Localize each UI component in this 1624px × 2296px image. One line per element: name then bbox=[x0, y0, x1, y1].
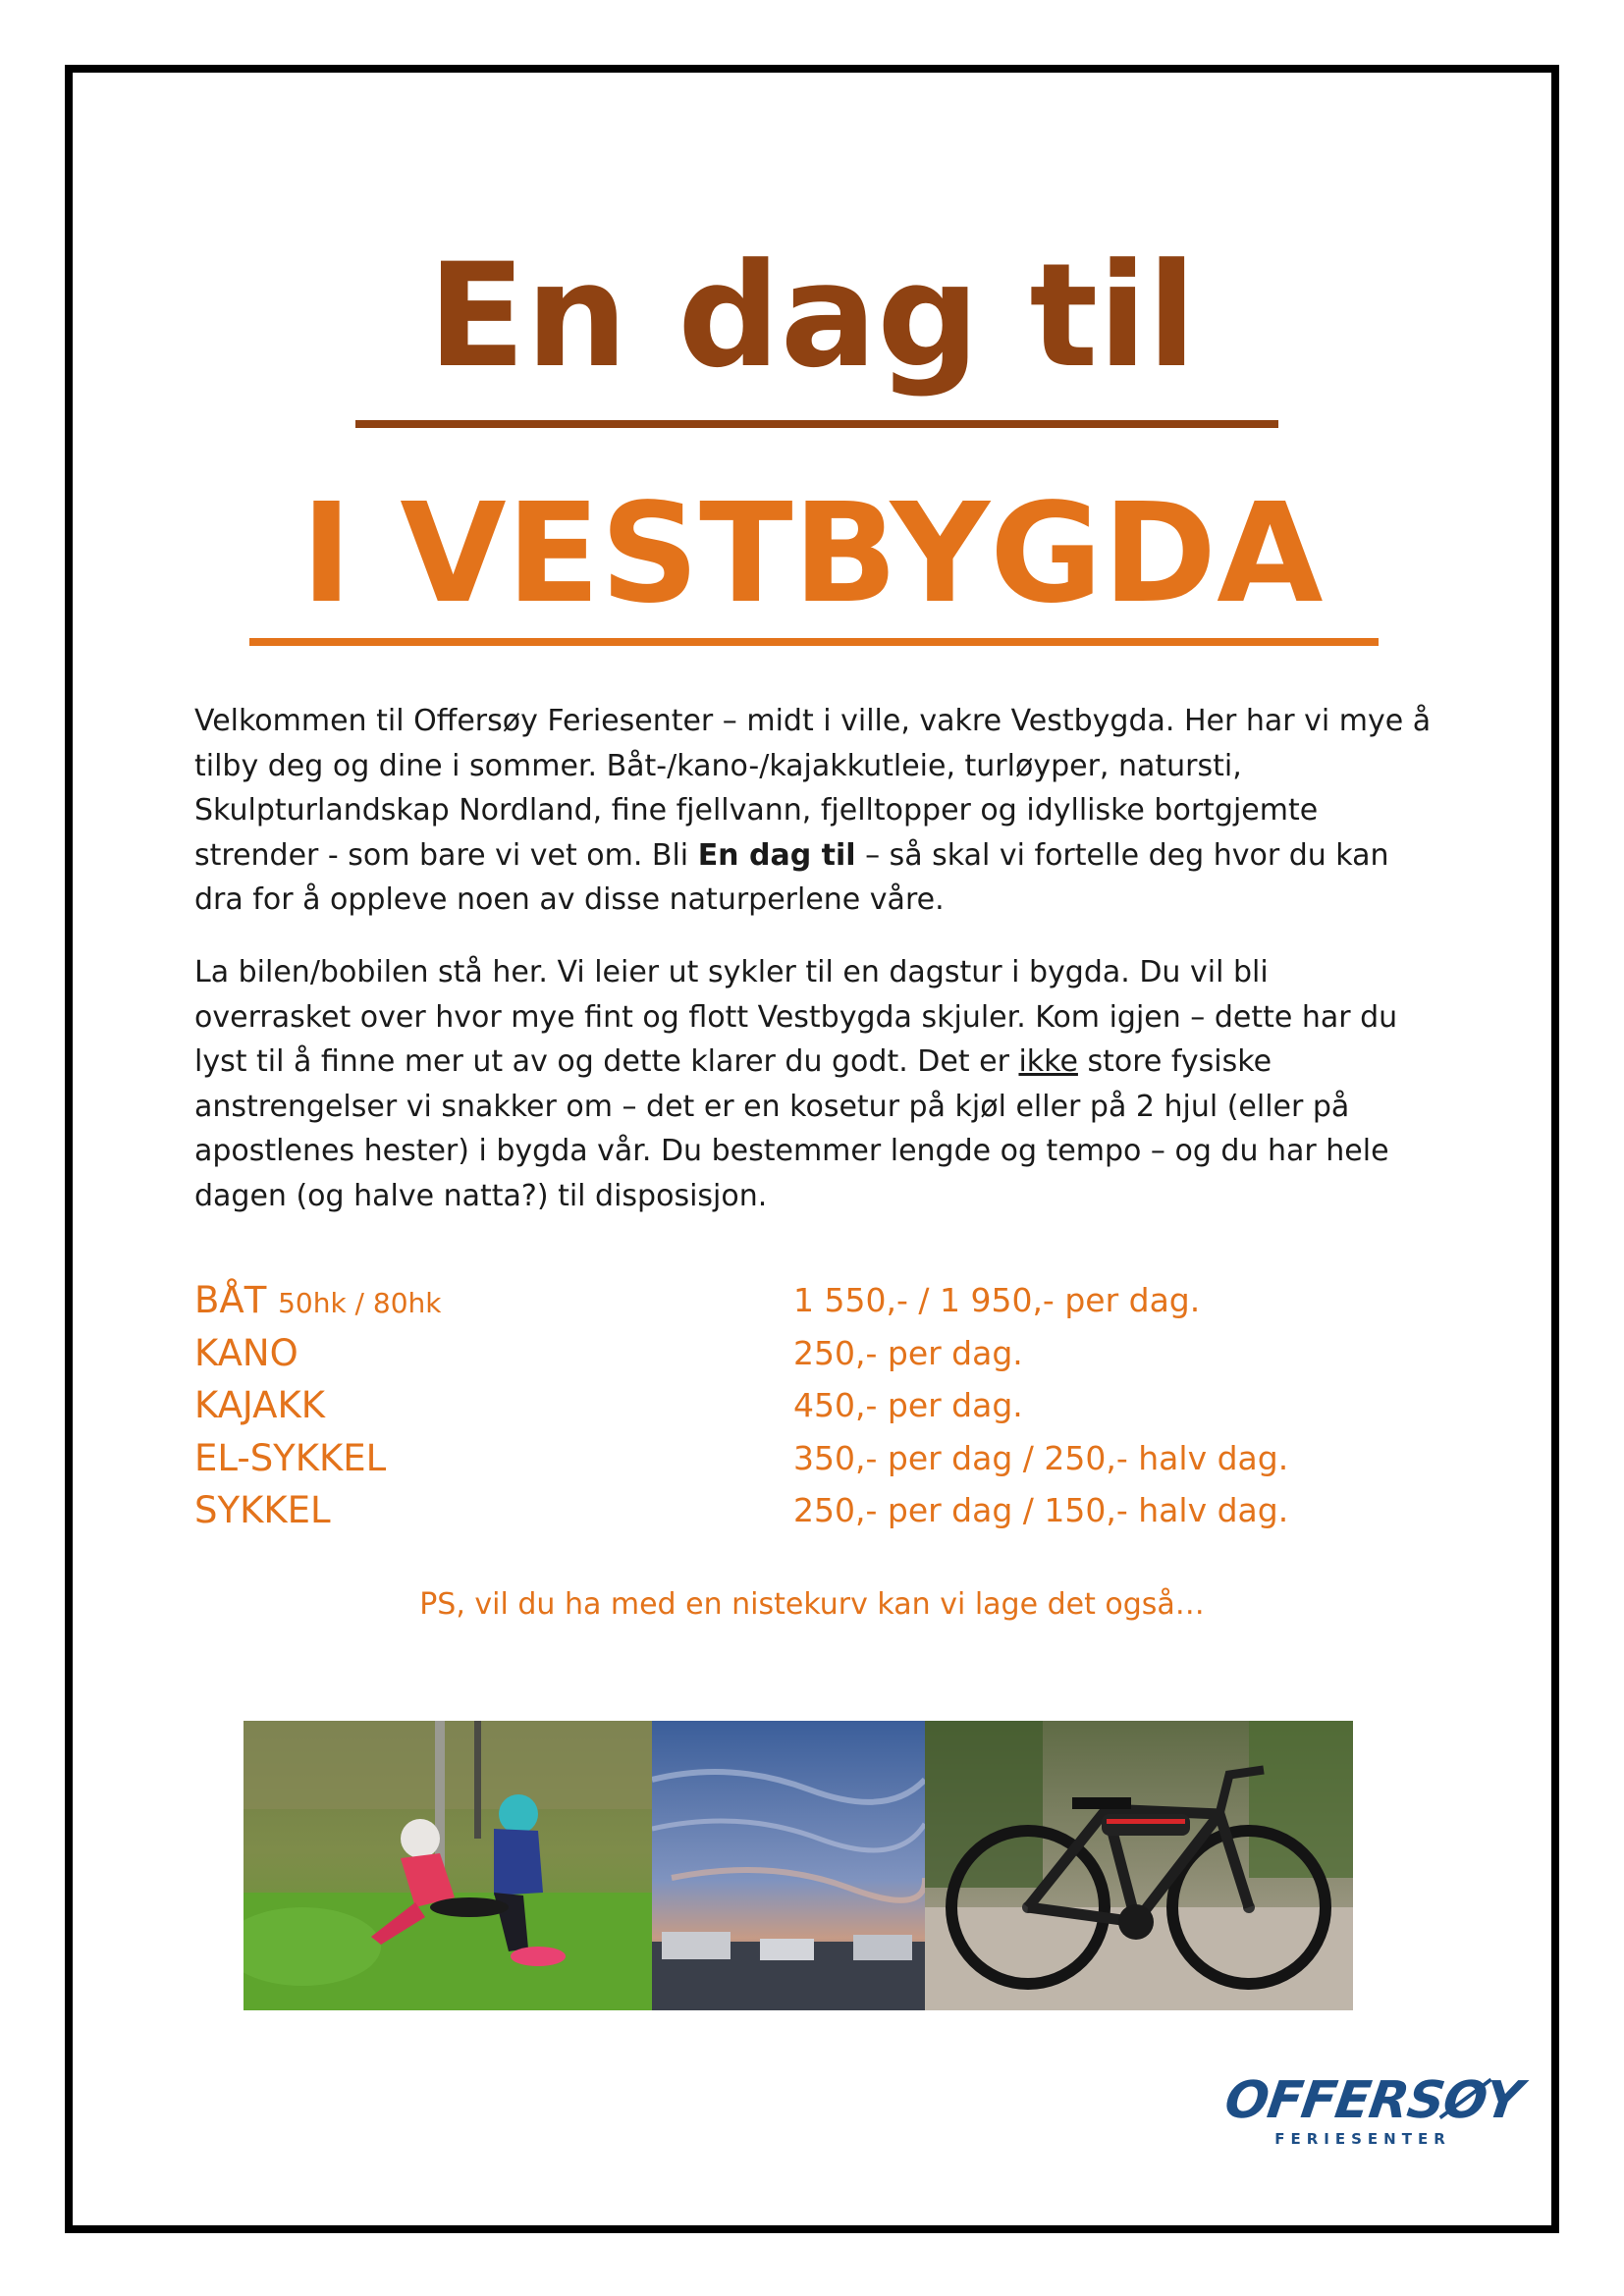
photo-evening-sky bbox=[652, 1721, 925, 2010]
price-list bbox=[194, 1279, 1432, 1542]
intro-paragraph-2: La bilen/bobilen stå her. Vi leier ut sykler til en dagstur i bygda. Du vil bli overrasket over hvor mye fint og flott Vestbygda skjuler. Kom igjen – dette har du lyst til å finne mer ut av og dette klarer du godt. Det er ikke store fysiske anstrengelser vi snakker om – det er en kosetur på kjøl eller på 2 hjul (eller på apostlenes hester) i bygda vår. Du bestemmer lengde og tempo – og du har hele dagen (og halve natta?) til disposisjon. bbox=[194, 955, 1398, 1213]
price-item: BÅT bbox=[194, 1279, 267, 1321]
price-value: 450,- per dag. bbox=[793, 1386, 1023, 1424]
price-value: 250,- per dag / 150,- halv dag. bbox=[793, 1491, 1289, 1529]
price-value: 1 550,- / 1 950,- per dag. bbox=[793, 1281, 1201, 1319]
ps-note: PS, vil du ha med en nistekurv kan vi lage det også… bbox=[419, 1587, 1205, 1622]
price-item: SYKKEL bbox=[194, 1489, 331, 1531]
intro-paragraph-1: Velkommen til Offersøy Feriesenter – midt i ville, vakre Vestbygda. Her har vi mye å tilby deg og dine i sommer. Båt-/kano-/kajakkutleie, turløyper, natursti, Skulpturlandskap Nordland, fine fjellvann, fjelltopper og idylliske bortgjemte strender - som bare vi vet om. Bli En dag til – så skal vi fortelle deg hvor du kan dra for å oppleve noen av disse naturperlene våre. bbox=[194, 704, 1432, 917]
price-row-el-sykkel bbox=[194, 1437, 1432, 1490]
price-row-sykkel bbox=[194, 1489, 1432, 1542]
logo-wordmark: OFFERSØY bbox=[1220, 2071, 1526, 2130]
price-row-bat bbox=[194, 1279, 1432, 1332]
price-row-kano bbox=[194, 1332, 1432, 1385]
price-item: KANO bbox=[194, 1331, 298, 1374]
price-item: EL-SYKKEL bbox=[194, 1436, 387, 1479]
offersoy-logo bbox=[1220, 2071, 1526, 2150]
price-row-kajakk bbox=[194, 1384, 1432, 1437]
logo-subtitle: FERIESENTER bbox=[1274, 2130, 1451, 2148]
price-item-detail: 50hk / 80hk bbox=[278, 1287, 442, 1319]
page-title-line1: En dag til bbox=[427, 233, 1197, 400]
photo-kids-swing bbox=[244, 1721, 652, 2010]
price-value: 350,- per dag / 250,- halv dag. bbox=[793, 1438, 1289, 1477]
title-underline-1 bbox=[355, 420, 1278, 428]
price-item: KAJAKK bbox=[194, 1384, 326, 1426]
photo-el-bike bbox=[925, 1721, 1353, 2010]
page-title-line2: I VESTBYGDA bbox=[300, 474, 1324, 634]
price-value: 250,- per dag. bbox=[793, 1333, 1023, 1372]
title-underline-2 bbox=[249, 638, 1379, 646]
intro-emphasis: En dag til bbox=[697, 837, 856, 873]
intro-underline-word: ikke bbox=[1018, 1044, 1078, 1079]
